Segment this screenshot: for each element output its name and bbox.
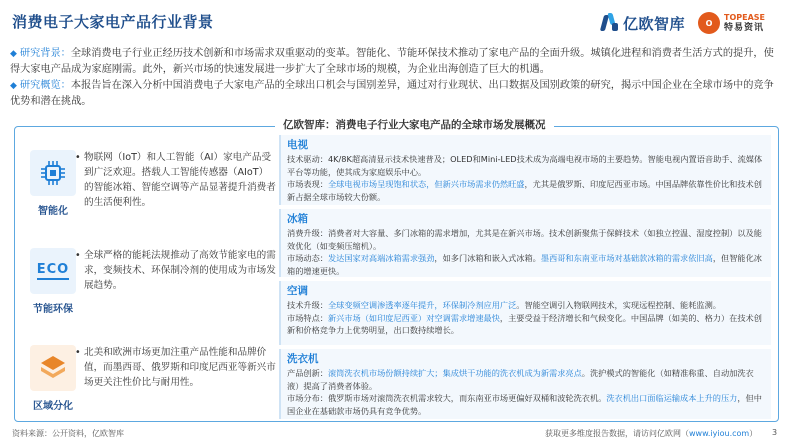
section-title: 洗衣机 <box>287 353 319 365</box>
left-item-label: 区域分化 <box>33 401 73 412</box>
section-ac <box>279 281 771 345</box>
section-line: 市场特点：新兴市场（如印度尼西亚）对空调需求增速最快，主要受益于经济增长和气候变化。中国品牌（如美的、格力）在技术创新和价格竞争力上优势明显，出口数持续增长。 <box>287 312 762 336</box>
page-title: 消费电子大家电产品行业背景 <box>12 13 214 31</box>
research-background-label: 研究背景： <box>19 48 71 59</box>
research-background <box>10 46 782 77</box>
left-item-text: • 北美和欧洲市场更加注重产品性能和品牌价值，而墨西哥、俄罗斯和印度尼西亚等新兴市场更关注性价比与耐用性。 <box>75 347 276 388</box>
eco-icon: ECO <box>30 248 76 294</box>
section-line: 技术升级：全球变频空调渗透率逐年提升，环保制冷剂应用广泛。智能空调引入物联网技术，实现远程控制、能耗监测。 <box>287 300 721 310</box>
bullet-dot-icon: • <box>75 347 81 358</box>
iyiou-logo <box>600 12 685 34</box>
regional-icon <box>30 345 76 391</box>
section-title: 空调 <box>287 285 308 297</box>
section-title: 冰箱 <box>287 213 308 225</box>
topease-logo-cn: 特易资讯 <box>724 22 765 33</box>
left-item-label: 节能环保 <box>33 304 73 315</box>
source-note: 资料来源：公开资料，亿欧智库 <box>12 429 124 438</box>
left-item-label: 智能化 <box>38 206 68 217</box>
section-line: 产品创新：滚筒洗衣机市场份额持续扩大；集成烘干功能的洗衣机成为新需求亮点。洗护模式的智能化（如精准称重、自动加洗衣液）提高了消费者体验。 <box>287 368 754 391</box>
bullet-dot-icon: • <box>75 250 81 261</box>
research-overview-label: 研究概览： <box>19 80 71 91</box>
intro-block <box>10 46 782 110</box>
page-header <box>0 0 793 40</box>
section-line: 市场动态：发达国家对高端冰箱需求强劲，如多门冰箱和嵌入式冰箱。墨西哥和东南亚市场对基础款冰箱的需求依旧高，但智能化冰箱的增速更快。 <box>287 253 762 276</box>
page-number: 3 <box>772 428 778 437</box>
research-overview <box>10 78 782 109</box>
bullet-dot-icon: • <box>75 152 81 163</box>
topease-logo-mark-icon: O <box>698 12 720 34</box>
iyiou-logo-mark-icon <box>600 13 620 33</box>
chip-icon <box>30 150 76 196</box>
research-background-text: 全球消费电子行业正经历技术创新和市场需求双重驱动的变革。智能化、节能环保技术推动了家电产品的全面升级。城镇化进程和消费者生活方式的提升，使得大家电产品成为家庭刚需。此外，新兴市场的快速发展进一步扩大了全球市场的规模，为企业出海创造了巨大的机遇。 <box>10 48 774 75</box>
section-title: 电视 <box>287 139 308 151</box>
left-item-text: • 全球严格的能耗法规推动了高效节能家电的需求，变频技术、环保制冷剂的使用成为市场发展趋势。 <box>75 250 276 291</box>
topease-logo-en: TOPEASE <box>724 12 766 22</box>
section-line: 技术驱动：4K/8K超高清显示技术快速普及；OLED和Mini-LED技术成为高端电视市场的主要趋势。智能电视内置语音助手、流媒体平台等功能，使其成为家庭娱乐中心。 <box>287 154 763 177</box>
section-tv <box>279 135 771 205</box>
section-line: 消费升级：消费者对大容量、多门冰箱的需求增加，尤其是在新兴市场。技术创新聚焦于保鲜技术（如独立控温、湿度控制）以及能效优化（如变频压缩机）。 <box>287 228 762 251</box>
overview-frame-title: 亿欧智库：消费电子行业大家电产品的全球市场发展概况 <box>275 117 554 132</box>
research-overview-text: 本报告旨在深入分析中国消费电子大家电产品的全球出口机会与国别差异，通过对行业现状、出口数据及国别政策的研究，揭示中国企业在全球市场中的竞争优势和潜在挑战。 <box>10 80 774 107</box>
iyiou-logo-text: 亿欧智库 <box>623 14 686 33</box>
section-fridge <box>279 209 771 277</box>
diamond-bullet-icon: ◆ <box>10 81 17 91</box>
section-line: 市场表现：全球电视市场呈现饱和状态，但新兴市场需求仍然旺盛，尤其是俄罗斯、印度尼西亚市场。中国品牌依靠性价比和技术创新占据全球市场较大份额。 <box>287 179 762 202</box>
section-washer <box>279 349 771 419</box>
diamond-bullet-icon: ◆ <box>10 49 17 59</box>
footer-link-note: 获取更多维度报告数据，请访问亿欧网（www.iyiou.com） <box>545 429 758 438</box>
section-line: 市场分布：俄罗斯市场对滚筒洗衣机需求较大，而东南亚市场更偏好双桶和波轮洗衣机。洗衣机出口面临运输成本上升的压力，但中国企业在基础款市场仍具有竞争优势。 <box>287 393 762 416</box>
topease-logo <box>698 10 765 36</box>
iyiou-website-link[interactable]: www.iyiou.com <box>689 429 750 438</box>
left-item-text: • 物联网（IoT）和人工智能（AI）家电产品受到广泛欢迎。搭载人工智能传感器（AIoT）的智能冰箱、智能空调等产品显著提升消费者的生活便利性。 <box>75 152 276 208</box>
